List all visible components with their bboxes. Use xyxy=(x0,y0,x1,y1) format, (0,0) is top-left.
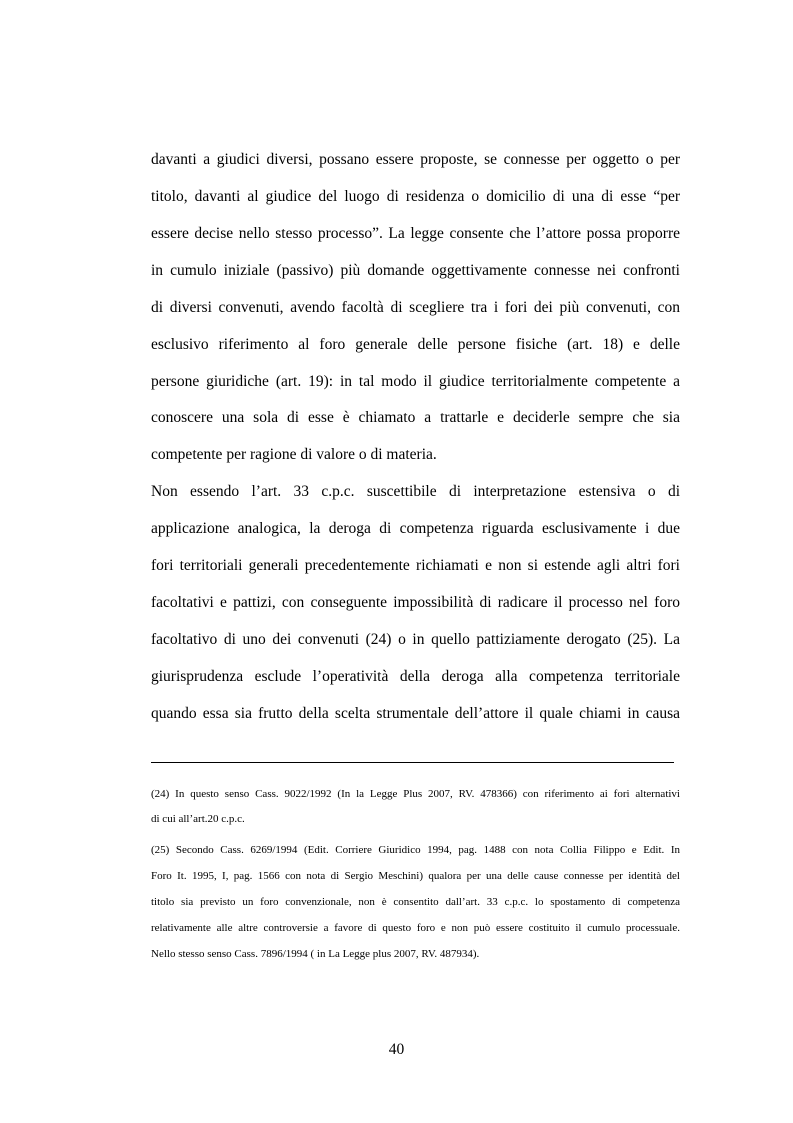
body-line: titolo, davanti al giudice del luogo di residenza o domicilio di una di esse “per xyxy=(151,188,680,205)
page-number: 40 xyxy=(388,1041,405,1058)
footnote-line: (24) In questo senso Cass. 9022/1992 (In la Legge Plus 2007, RV. 478366) con riferimento ai fori alternativi xyxy=(151,788,680,800)
body-line: essere decise nello stesso processo”. La legge consente che l’attore possa proporre xyxy=(151,225,680,242)
footnote-separator xyxy=(151,762,674,763)
body-line: facoltativo di uno dei convenuti (24) o in quello pattiziamente derogato (25). La xyxy=(151,631,680,648)
body-line: in cumulo iniziale (passivo) più domande oggettivamente connesse nei confronti xyxy=(151,262,680,279)
body-line: applicazione analogica, la deroga di competenza riguarda esclusivamente i due xyxy=(151,520,680,537)
footnote-line: Foro It. 1995, I, pag. 1566 con nota di Sergio Meschini) qualora per una delle cause connesse per identità del xyxy=(151,870,680,882)
footnote-line: Nello stesso senso Cass. 7896/1994 ( in La Legge plus 2007, RV. 487934). xyxy=(151,948,480,960)
body-line: davanti a giudici diversi, possano essere proposte, se connesse per oggetto o per xyxy=(151,151,680,168)
footnote-line: titolo sia previsto un foro convenzionale, non è consentito dall’art. 33 c.p.c. lo spostamento di competenza xyxy=(151,896,680,908)
body-line: esclusivo riferimento al foro generale delle persone fisiche (art. 18) e delle xyxy=(151,336,680,353)
body-line: Non essendo l’art. 33 c.p.c. suscettibile di interpretazione estensiva o di xyxy=(151,483,680,500)
body-line: quando essa sia frutto della scelta strumentale dell’attore il quale chiami in causa xyxy=(151,705,680,722)
body-line: giurisprudenza esclude l’operatività della deroga alla competenza territoriale xyxy=(151,668,680,685)
footnote-line: relativamente alle altre controversie a favore di questo foro e non può essere costituito il cumulo processuale. xyxy=(151,922,680,934)
body-line: di diversi convenuti, avendo facoltà di scegliere tra i fori dei più convenuti, con xyxy=(151,299,680,316)
footnote-line: di cui all’art.20 c.p.c. xyxy=(151,813,245,825)
body-line: fori territoriali generali precedentemente richiamati e non si estende agli altri fori xyxy=(151,557,680,574)
footnote-line: (25) Secondo Cass. 6269/1994 (Edit. Corriere Giuridico 1994, pag. 1488 con nota Collia Filippo e Edit. In xyxy=(151,844,680,856)
body-line: conoscere una sola di esse è chiamato a trattarle e deciderle sempre che sia xyxy=(151,409,680,426)
body-line: facoltativi e pattizi, con conseguente impossibilità di radicare il processo nel foro xyxy=(151,594,680,611)
body-line-paragraph-end: competente per ragione di valore o di materia. xyxy=(151,446,437,463)
body-line: persone giuridiche (art. 19): in tal modo il giudice territorialmente competente a xyxy=(151,373,680,390)
